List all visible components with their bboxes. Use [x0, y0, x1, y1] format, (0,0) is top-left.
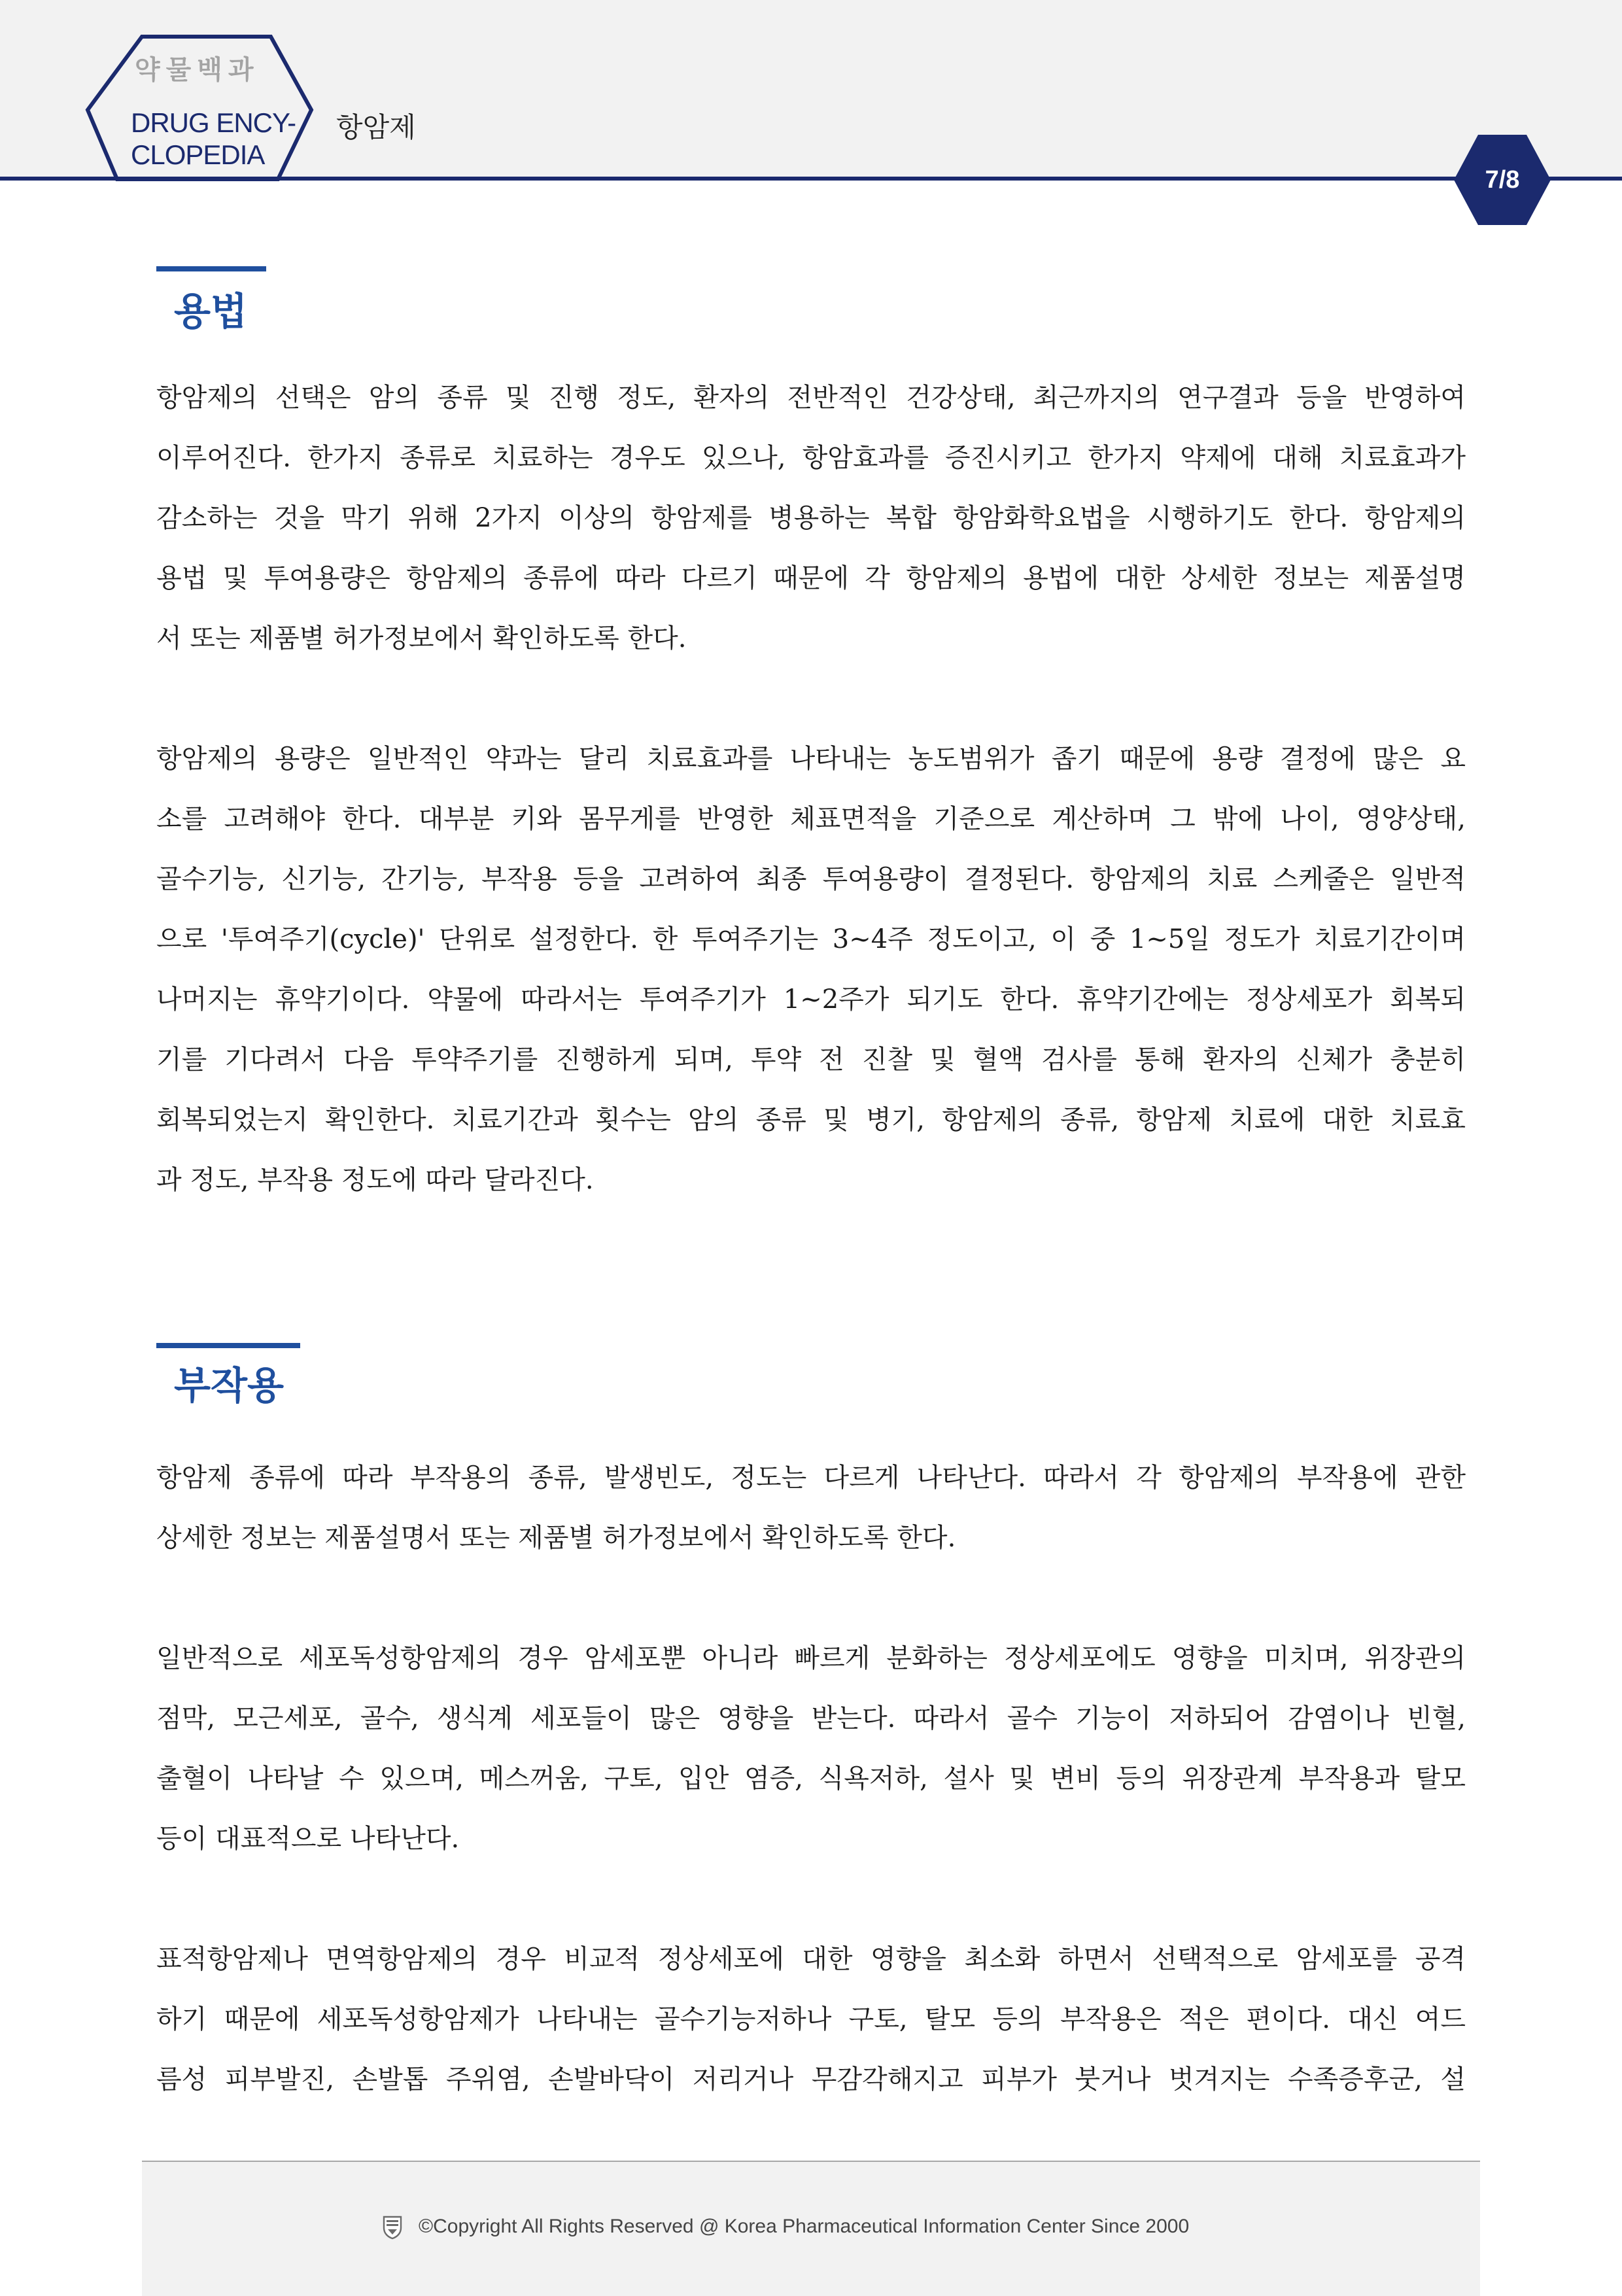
paragraph — [156, 368, 1466, 669]
header-divider — [0, 177, 1622, 181]
section-heading-side-effects: 부작용 — [174, 1363, 285, 1408]
text-line: 이루어진다. 한가지 종류로 치료하는 경우도 있으나, 항암효과를 증진시키고 한가지 약제에 대해 치료효과가 — [156, 443, 1466, 473]
section-heading-bar — [156, 1343, 300, 1348]
text-line: 나머지는 휴약기이다. 약물에 따라서는 투여주기가 1~2주가 되기도 한다. 휴약기간에는 정상세포가 회복되 — [156, 984, 1466, 1015]
text-line: 상세한 정보는 제품설명서 또는 제품별 허가정보에서 확인하도록 한다. — [156, 1523, 956, 1553]
section-heading-usage: 용법 — [174, 289, 248, 334]
text-line: 항암제의 용량은 일반적인 약과는 달리 치료효과를 나타내는 농도범위가 좁기 때문에 용량 결정에 많은 요 — [156, 744, 1466, 774]
text-line: 서 또는 제품별 허가정보에서 확인하도록 한다. — [156, 623, 687, 653]
text-line: 회복되었는지 확인한다. 치료기간과 횟수는 암의 종류 및 병기, 항암제의 종류, 항암제 치료에 대한 치료효 — [156, 1105, 1466, 1135]
logo-label-english-line1: DRUG ENCY- — [131, 107, 296, 138]
logo-label-english-line2: CLOPEDIA — [131, 139, 265, 170]
copyright-notice: ©Copyright All Rights Reserved @ Korea Pharmaceutical Information Center Since 2000 — [419, 2216, 1190, 2237]
paragraph — [156, 1448, 1466, 1568]
text-line: 출혈이 나타날 수 있으며, 메스꺼움, 구토, 입안 염증, 식욕저하, 설사 및 변비 등의 위장관계 부작용과 탈모 — [156, 1764, 1466, 1794]
text-line: 름성 피부발진, 손발톱 주위염, 손발바닥이 저리거나 무감각해지고 피부가 붓거나 벗겨지는 수족증후군, 설 — [156, 2064, 1466, 2095]
section-heading-bar — [156, 266, 266, 271]
emblem-icon — [382, 2215, 403, 2240]
text-line: 골수기능, 신기능, 간기능, 부작용 등을 고려하여 최종 투여용량이 결정된다. 항암제의 치료 스케줄은 일반적 — [156, 864, 1466, 894]
paragraph — [156, 1628, 1466, 1869]
text-line: 항암제의 선택은 암의 종류 및 진행 정도, 환자의 전반적인 건강상태, 최근까지의 연구결과 등을 반영하여 — [156, 383, 1466, 413]
paragraph — [156, 729, 1466, 1210]
text-line: 표적항암제나 면역항암제의 경우 비교적 정상세포에 대한 영향을 최소화 하면서 선택적으로 암세포를 공격 — [156, 1944, 1466, 1974]
text-line: 항암제 종류에 따라 부작용의 종류, 발생빈도, 정도는 다르게 나타난다. 따라서 각 항암제의 부작용에 관한 — [156, 1463, 1466, 1493]
text-line: 기를 기다려서 다음 투약주기를 진행하게 되며, 투약 전 진찰 및 혈액 검사를 통해 환자의 신체가 충분히 — [156, 1045, 1466, 1075]
logo-label-korean: 약물백과 — [135, 55, 260, 85]
paragraph — [156, 1929, 1466, 2110]
text-line: 등이 대표적으로 나타난다. — [156, 1824, 460, 1854]
text-line: 일반적으로 세포독성항암제의 경우 암세포뿐 아니라 빠르게 분화하는 정상세포에도 영향을 미치며, 위장관의 — [156, 1643, 1466, 1673]
text-line: 과 정도, 부작용 정도에 따라 달라진다. — [156, 1165, 594, 1195]
text-line: 점막, 모근세포, 골수, 생식계 세포들이 많은 영향을 받는다. 따라서 골수 기능이 저하되어 감염이나 빈혈, — [156, 1703, 1466, 1733]
document-title: 항암제 — [336, 111, 416, 143]
text-line: 소를 고려해야 한다. 대부분 키와 몸무게를 반영한 체표면적을 기준으로 계산하며 그 밖에 나이, 영양상태, — [156, 804, 1466, 834]
text-line: 하기 때문에 세포독성항암제가 나타내는 골수기능저하나 구토, 탈모 등의 부작용은 적은 편이다. 대신 여드 — [156, 2004, 1466, 2034]
text-line: 으로 '투여주기(cycle)' 단위로 설정한다. 한 투여주기는 3~4주 정도이고, 이 중 1~5일 정도가 치료기간이며 — [156, 924, 1466, 954]
section-body-usage — [156, 368, 1466, 1210]
text-line: 용법 및 투여용량은 항암제의 종류에 따라 다르기 때문에 각 항암제의 용법에 대한 상세한 정보는 제품설명 — [156, 563, 1466, 593]
text-line: 감소하는 것을 막기 위해 2가지 이상의 항암제를 병용하는 복합 항암화학요법을 시행하기도 한다. 항암제의 — [156, 503, 1466, 533]
page-indicator: 7/8 — [1485, 166, 1520, 194]
section-body-side-effects — [156, 1448, 1466, 2110]
